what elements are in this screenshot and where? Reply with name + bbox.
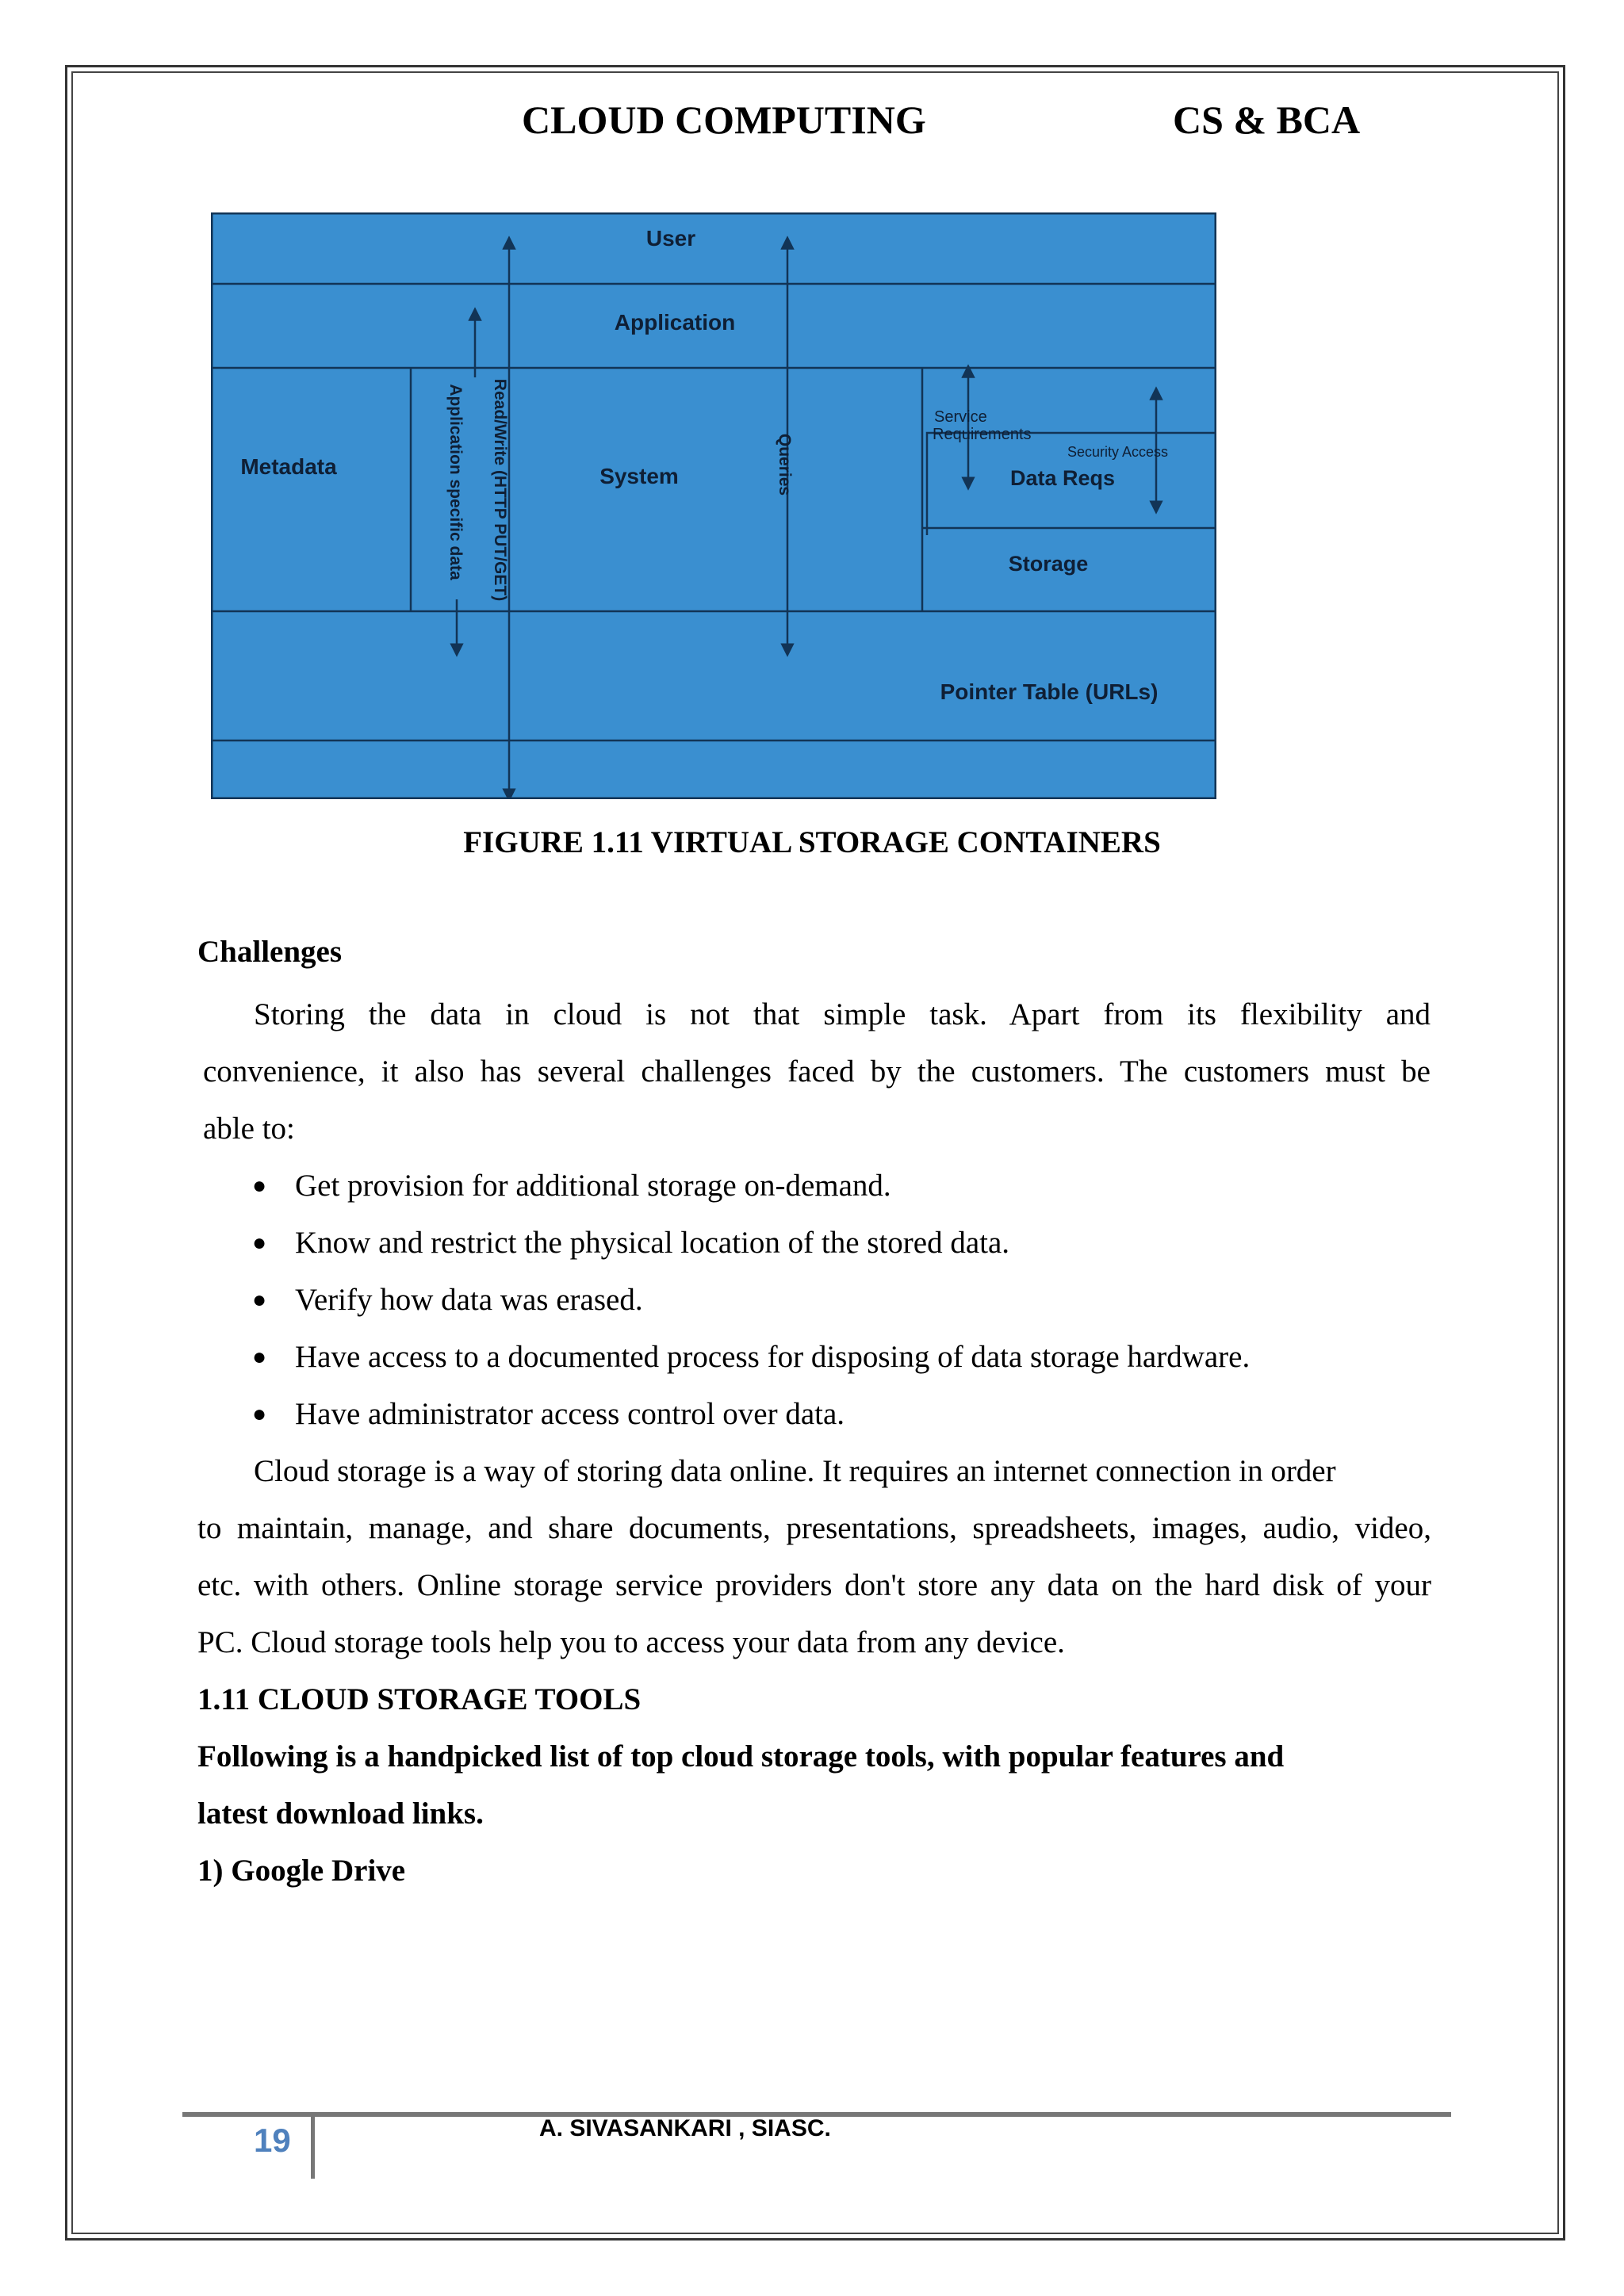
label-requirements: Requirements — [933, 426, 1032, 443]
cloud-storage-line-4: PC. Cloud storage tools help you to access your data from any device. — [197, 1625, 1065, 1659]
footer-author: A. SIVASANKARI , SIASC. — [539, 2115, 831, 2141]
bullet-text: Have administrator access control over data. — [295, 1397, 845, 1431]
challenges-bullet-list — [203, 1158, 1440, 1443]
bullet-text: Have access to a documented process for disposing of data storage hardware. — [295, 1340, 1251, 1374]
label-metadata: Metadata — [240, 454, 337, 479]
challenges-line-1: Storing the data in cloud is not that simple task. Apart from its flexibility and — [254, 997, 1431, 1031]
label-security-access: Security Access — [1067, 444, 1169, 460]
cloud-storage-line-1: Cloud storage is a way of storing data online. It requires an internet connection in order — [254, 1454, 1336, 1488]
figure-caption: FIGURE 1.11 VIRTUAL STORAGE CONTAINERS — [463, 825, 1161, 859]
page-number: 19 — [254, 2122, 291, 2159]
bullet-icon: ● — [252, 1173, 267, 1199]
header-course: CS & BCA — [1173, 98, 1361, 142]
tools-intro-line-1: Following is a handpicked list of top cloud storage tools, with popular features and — [197, 1739, 1285, 1774]
footer-separator — [311, 2117, 315, 2179]
bullet-text: Know and restrict the physical location of the stored data. — [295, 1226, 1010, 1260]
label-storage: Storage — [1008, 552, 1089, 576]
label-app-specific: Application specific data — [446, 384, 465, 580]
challenges-paragraph — [203, 986, 1431, 1158]
label-pointer-table: Pointer Table (URLs) — [940, 679, 1159, 704]
label-data-reqs: Data Reqs — [1009, 466, 1116, 490]
cloud-storage-paragraph — [197, 1443, 1431, 1671]
bullet-text: Verify how data was erased. — [295, 1283, 643, 1317]
cloud-storage-line-3: etc. with others. Online storage service providers don't store any data on the hard disk of your — [197, 1568, 1431, 1602]
list-item — [203, 1215, 1440, 1272]
virtual-storage-diagram — [211, 212, 1216, 799]
cloud-storage-line-2: to maintain, manage, and share documents, presentations, spreadsheets, images, audio, video, — [197, 1511, 1431, 1545]
list-item — [203, 1329, 1440, 1386]
label-user: User — [645, 226, 696, 251]
label-system: System — [599, 464, 679, 488]
bullet-icon: ● — [252, 1230, 267, 1256]
header-title: CLOUD COMPUTING — [522, 98, 926, 142]
challenges-line-3: able to: — [203, 1112, 295, 1146]
tools-intro-line-2: latest download links. — [197, 1797, 484, 1831]
challenges-heading: Challenges — [197, 935, 343, 969]
challenges-line-2: convenience, it also has several challenges faced by the customers. The customers must be — [203, 1054, 1431, 1089]
list-item — [203, 1158, 1440, 1215]
bullet-icon: ● — [252, 1344, 267, 1370]
bullet-text: Get provision for additional storage on-demand. — [295, 1169, 891, 1203]
diagram-background — [212, 213, 1216, 798]
label-service: Service — [934, 408, 987, 426]
label-queries: Queries — [776, 433, 794, 496]
bullet-icon: ● — [252, 1287, 267, 1313]
bullet-icon: ● — [252, 1401, 267, 1427]
list-item — [203, 1272, 1440, 1329]
label-read-write: Read/Write (HTTP PUT/GET) — [491, 378, 509, 602]
tools-heading: 1.11 CLOUD STORAGE TOOLS — [197, 1682, 642, 1716]
label-application: Application — [614, 310, 736, 335]
tools-first-item: 1) Google Drive — [197, 1854, 406, 1888]
list-item — [203, 1386, 1440, 1443]
